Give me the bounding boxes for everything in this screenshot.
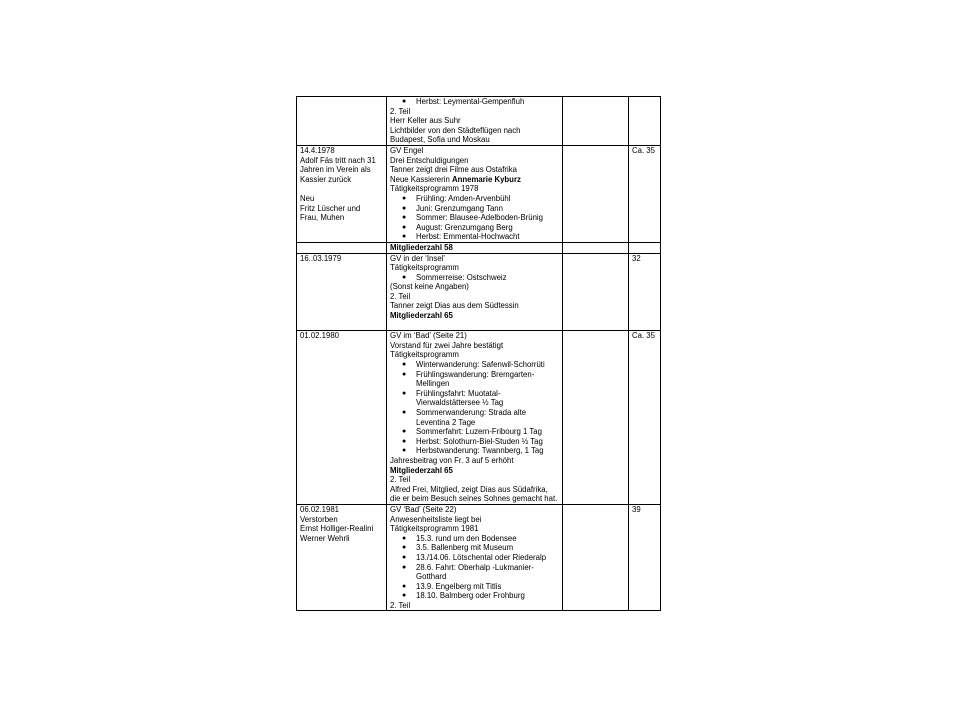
list-item [390, 437, 559, 447]
bullet-list [390, 97, 559, 107]
member-count-line: Mitgliederzahl 58 [390, 242, 453, 252]
bullet-list [390, 194, 559, 242]
list-item [390, 194, 559, 204]
bullet-icon: ● [402, 98, 407, 105]
list-item-text: 3.5. Ballenberg mit Museum [416, 543, 514, 553]
text-line: GV im ‘Bad’ (Seite 21) [390, 331, 467, 341]
bullet-icon: ● [402, 409, 407, 416]
date-note-line: 06.02.1981 [300, 504, 340, 514]
bullet-icon: ● [402, 534, 407, 542]
bullet-icon: ● [402, 273, 407, 281]
list-item [390, 204, 559, 214]
list-item-text: 18.10. Balmberg oder Frohburg [416, 591, 525, 601]
list-item-text: Frühlingsfahrt: Muotatal-Vierwaldstättersee ½ Tag [416, 388, 504, 408]
text-line: Herr Keller aus Suhr [390, 116, 461, 126]
list-item-text: Frühling: Amden-Arvenbühl [416, 193, 511, 203]
text-line: GV in der ‘Insel’ [390, 253, 446, 263]
date-cell [297, 97, 387, 146]
empty-cell [563, 331, 629, 505]
member-count-line: Mitgliederzahl 65 [390, 311, 453, 321]
list-item-text: 13.9. Engelberg mit Titlis [416, 581, 502, 591]
attendance-cell [629, 253, 661, 331]
content-cell [387, 97, 563, 146]
attendance-cell [629, 504, 661, 611]
list-item [390, 408, 559, 427]
text-line: GV ‘Bad’ (Seite 22) [390, 504, 457, 514]
text-line: Alfred Frei, Mitglied, zeigt Dias aus Südafrika, die er beim Besuch seines Sohnes gemacht hat. [390, 484, 558, 504]
list-item [390, 543, 559, 553]
text-line [390, 321, 559, 331]
date-note-line: Adolf Fäs tritt nach 31 [300, 155, 376, 165]
empty-cell [563, 253, 629, 331]
text-line: Tätigkeitsprogramm 1978 [390, 184, 479, 194]
bullet-list [390, 360, 559, 456]
bullet-icon: ● [402, 544, 407, 552]
bullet-list [390, 534, 559, 601]
list-item [390, 446, 559, 456]
bullet-list [390, 273, 559, 283]
bullet-icon: ● [402, 370, 407, 378]
attendance-count: Ca. 35 [632, 145, 655, 155]
date-note-line: Neu [300, 193, 315, 203]
list-item [390, 223, 559, 233]
date-note-line: 14.4.1978 [300, 145, 335, 155]
list-item-text: Sommerreise: Ostschweiz [416, 272, 507, 282]
bullet-icon: ● [402, 361, 407, 369]
bullet-icon: ● [402, 447, 407, 455]
list-item-text: Sommer: Blausee-Adelboden-Brünig [416, 213, 543, 223]
table-row [297, 145, 661, 242]
attendance-cell [629, 97, 661, 146]
protocol-table-body [297, 97, 661, 611]
empty-cell [563, 504, 629, 611]
empty-cell [563, 145, 629, 242]
date-cell [297, 253, 387, 331]
text-line: Tätigkeitsprogramm 1981 [390, 524, 479, 534]
attendance-cell [629, 242, 661, 253]
bullet-icon: ● [402, 553, 407, 561]
list-item [390, 553, 559, 563]
table-row [297, 504, 661, 611]
content-cell [387, 145, 563, 242]
table-row [297, 242, 661, 253]
list-item-text: Sommerwanderung: Strada alte Leventina 2 Tage [416, 408, 527, 427]
empty-cell [563, 242, 629, 253]
list-item [390, 427, 559, 437]
date-note-line: Verstorben [300, 514, 338, 524]
date-note-line: Jahren im Verein als [300, 165, 371, 175]
list-item-text: Herbst: Solothurn-Biel-Studen ½ Tag [416, 436, 543, 446]
list-item-text: August: Grenzumgang Berg [416, 222, 513, 232]
bold-name: Annemarie Kyburz [451, 174, 521, 184]
attendance-count: 32 [632, 253, 641, 263]
bullet-icon: ● [402, 214, 407, 222]
text-line: Drei Entschuldigungen [390, 155, 469, 165]
text-line [390, 175, 559, 185]
bullet-icon: ● [402, 194, 407, 202]
attendance-count: Ca. 35 [632, 331, 655, 341]
table-row [297, 331, 661, 505]
text-line: Lichtbilder von den Städteflügen nach [390, 125, 521, 135]
date-cell [297, 331, 387, 505]
text-line: Jahresbeitrag von Fr. 3 auf 5 erhöht [390, 455, 514, 465]
list-item [390, 370, 559, 389]
empty-cell [563, 97, 629, 146]
text-line: 2. Teil [390, 475, 411, 485]
bullet-icon: ● [402, 428, 407, 436]
date-note-line: Werner Wehrli [300, 533, 350, 543]
list-item [390, 97, 559, 107]
date-note-line: Kassier zurück [300, 174, 352, 184]
attendance-cell [629, 331, 661, 505]
bullet-icon: ● [402, 592, 407, 600]
date-cell [297, 504, 387, 611]
text-line: Tätigkeitsprogramm [390, 350, 459, 360]
bullet-icon: ● [402, 204, 407, 212]
text-line: Tätigkeitsprogramm [390, 263, 459, 273]
list-item [390, 389, 559, 408]
list-item-text: 15.3. rund um den Bodensee [416, 533, 517, 543]
content-cell [387, 253, 563, 331]
list-item-text: Juni: Grenzumgang Tann [416, 203, 503, 213]
date-note-line: 16..03.1979 [300, 253, 342, 263]
text-line: Budapest, Sofia und Moskau [390, 135, 490, 145]
text-line: GV Engel [390, 145, 424, 155]
text-line: Tanner zeigt Dias aus dem Südtessin [390, 301, 519, 311]
text-line: Tanner zeigt drei Filme aus Ostafrika [390, 165, 517, 175]
date-cell [297, 242, 387, 253]
list-item [390, 534, 559, 544]
bullet-icon: ● [402, 563, 407, 571]
bullet-icon: ● [402, 389, 407, 397]
table-row [297, 253, 661, 331]
date-note-line: Ernst Holliger-Realini [300, 524, 374, 534]
text-line: Vorstand für zwei Jahre bestätigt [390, 340, 504, 350]
member-count-line: Mitgliederzahl 65 [390, 465, 453, 475]
attendance-cell [629, 145, 661, 242]
date-note-line [300, 184, 383, 194]
date-note-line: Fritz Lüscher und [300, 203, 361, 213]
attendance-count: 39 [632, 504, 641, 514]
list-item [390, 563, 559, 582]
protocol-table [296, 96, 661, 611]
list-item-text: Herbst: Leymental-Gempenfluh [416, 97, 525, 106]
list-item-text: Winterwanderung: Safenwil-Schorrüti [416, 360, 545, 370]
list-item [390, 591, 559, 601]
list-item [390, 360, 559, 370]
date-note-line: Frau, Muhen [300, 213, 345, 223]
bullet-icon: ● [402, 582, 407, 590]
table-row [297, 97, 661, 146]
content-cell [387, 242, 563, 253]
text-line: Anwesenheitsliste liegt bei [390, 514, 482, 524]
list-item-text: Herbst: Emmental-Hochwacht [416, 232, 520, 242]
content-cell [387, 331, 563, 505]
content-cell [387, 504, 563, 611]
bullet-icon: ● [402, 223, 407, 231]
text-line: 2. Teil [390, 291, 411, 301]
text-fragment: Neue Kassiererin [390, 174, 452, 184]
list-item-text: 28.6. Fahrt: Oberhalp -Lukmanier-Gotthard [416, 562, 534, 582]
date-note-line: 01.02.1980 [300, 331, 340, 341]
list-item-text: 13./14.06. Lötschental oder Riederalp [416, 552, 547, 562]
list-item [390, 582, 559, 592]
list-item [390, 232, 559, 242]
date-cell [297, 145, 387, 242]
list-item [390, 273, 559, 283]
list-item-text: Herbstwanderung: Twannberg, 1 Tag [416, 446, 544, 456]
list-item-text: Frühlingswanderung: Bremgarten-Mellingen [416, 369, 535, 389]
text-line: 2. Teil [390, 106, 411, 116]
list-item-text: Sommerfahrt: Luzern-Fribourg 1 Tag [416, 427, 542, 437]
bullet-icon: ● [402, 437, 407, 445]
text-line: (Sonst keine Angaben) [390, 282, 469, 292]
bullet-icon: ● [402, 233, 407, 241]
text-line: 2. Teil [390, 600, 411, 610]
list-item [390, 213, 559, 223]
